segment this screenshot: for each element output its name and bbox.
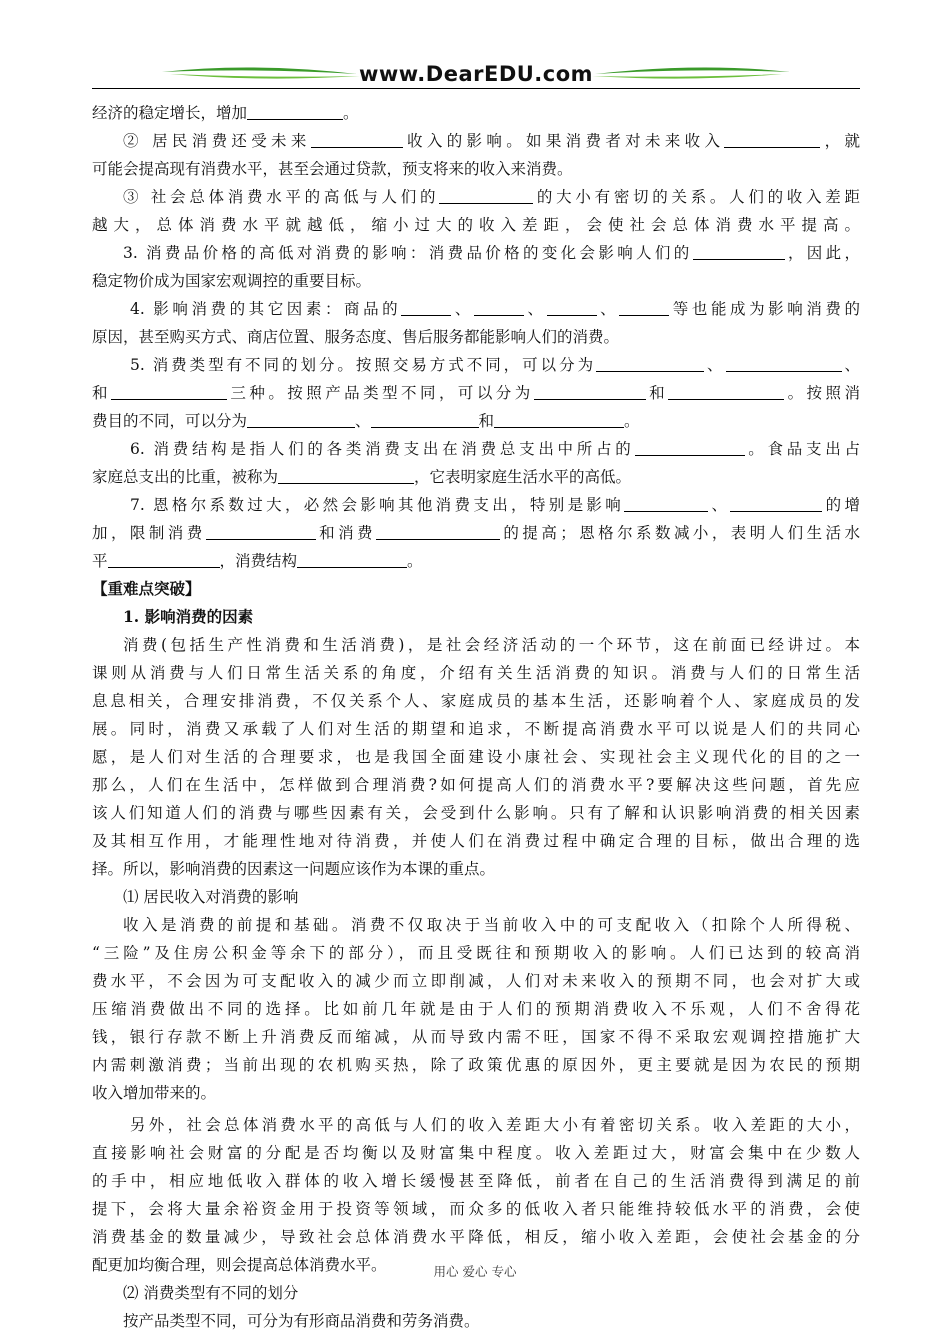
text-line: 那么，人们在生活中，怎样做到合理消费?如何提高人们的消费水平?要解决这些问题，首先应 [92, 776, 860, 794]
fill-blank[interactable] [111, 383, 227, 400]
text-line: 消费基金的数量减少，导致社会总体消费水平降低，相反，缩小收入差距，会使社会基金的分 [92, 1228, 860, 1246]
text-line: ③ 社会总体消费水平的高低与人们的 的大小有密切的关系。人们的收入差距 [123, 188, 860, 206]
fill-blank[interactable] [534, 383, 646, 400]
fill-blank[interactable] [247, 411, 355, 428]
fill-blank[interactable] [619, 299, 669, 316]
text-line: “三险”及住房公积金等余下的部分），而且受既往和预期收入的影响。人们已达到的较高消 [92, 944, 860, 962]
subheading-consumption-types: ⑵ 消费类型有不同的划分 [123, 1284, 299, 1302]
fill-blank[interactable] [376, 523, 500, 540]
text-line: 5. 消费类型有不同的划分。按照交易方式不同，可以分为 、 、 [130, 356, 860, 374]
text-line: 加，限制消费 和消费 的提高；恩格尔系数减小，表明人们生活水 [92, 524, 860, 542]
section-title: 【重难点突破】 [92, 579, 201, 598]
fill-blank[interactable] [311, 131, 403, 148]
text-line: 费水平，不会因为可支配收入的减少而立即削减，人们对未来收入的预期不同，也会对扩大或 [92, 972, 860, 990]
text-line: 和 三种。按照产品类型不同，可以分为 和 。按照消 [92, 384, 860, 402]
text-line: 经济的稳定增长，增加 。 [92, 104, 359, 122]
fill-blank[interactable] [724, 131, 820, 148]
fill-blank[interactable] [635, 439, 745, 456]
section-subtitle: 1. 影响消费的因素 [123, 607, 254, 626]
text-line: 压缩消费做出不同的选择。比如前几年就是由于人们的预期消费收入不乐观，人们不舍得花 [92, 1000, 860, 1018]
fill-blank[interactable] [693, 243, 785, 260]
fill-blank[interactable] [247, 103, 343, 120]
fill-blank[interactable] [547, 299, 597, 316]
text-line: 钱，银行存款不断上升消费反而缩减，从而导致内需不旺，国家不得不采取宏观调控措施扩大 [92, 1028, 860, 1046]
text-line: 家庭总支出的比重，被称为 ，它表明家庭生活水平的高低。 [92, 468, 632, 486]
fill-blank[interactable] [108, 551, 220, 568]
text-line: 课则从消费与人们日常生活关系的角度，介绍有关生活消费的知识。消费与人们的日常生活 [92, 664, 860, 682]
text-line: 及其相互作用，才能理性地对待消费，并使人们在消费过程中确定合理的目标，做出合理的选 [92, 832, 860, 850]
text-line: 稳定物价成为国家宏观调控的重要目标。 [92, 272, 372, 290]
text-line: 消费(包括生产性消费和生活消费)，是社会经济活动的一个环节，这在前面已经讲过。本 [123, 636, 860, 654]
page-footer: 用心 爱心 专心 [433, 1264, 517, 1279]
text-line: 提下，会将大量余裕资金用于投资等领域，而众多的低收入者只能维持较低水平的消费，会使 [92, 1200, 860, 1218]
text-line: 收入是消费的前提和基础。消费不仅取决于当前收入中的可支配收入（扣除个人所得税、 [123, 916, 860, 934]
paragraph-income-gap [92, 1111, 860, 1279]
text-line: 展。同时，消费又承载了人们对生活的期望和追求，不断提高消费水平可以说是人们的共同心 [92, 720, 860, 738]
paragraph-income [92, 911, 860, 1107]
fill-blank[interactable] [474, 299, 524, 316]
text-line: 原因，甚至购买方式、商店位置、服务态度、售后服务都能影响人们的消费。 [92, 328, 620, 346]
fill-blank[interactable] [206, 523, 316, 540]
site-header [92, 58, 860, 92]
fill-blank[interactable] [668, 383, 784, 400]
text-line: 7. 恩格尔系数过大，必然会影响其他消费支出，特别是影响 、 的增 [130, 496, 860, 514]
text-line: 息息相关，合理安排消费，不仅关系个人、家庭成员的基本生活，还影响着个人、家庭成员的发 [92, 692, 860, 710]
text-line: 择。所以，影响消费的因素这一问题应该作为本课的重点。 [92, 860, 496, 878]
site-logo-text[interactable]: www.DearEDU.com [358, 62, 594, 86]
fill-blank[interactable] [596, 355, 704, 372]
text-line: 3. 消费品价格的高低对消费的影响：消费品价格的变化会影响人们的 ，因此， [123, 244, 860, 262]
text-line: 收入增加带来的。 [92, 1084, 217, 1102]
text-line: 内需刺激消费；当前出现的农机购买热，除了政策优惠的原因外，更主要就是因为农民的预期 [92, 1056, 860, 1074]
fill-blank[interactable] [371, 411, 479, 428]
subheading-income: ⑴ 居民收入对消费的影响 [123, 888, 299, 906]
text-line: 该人们知道人们的消费与哪些因素有关，会受到什么影响。只有了解和认识影响消费的相关因素 [92, 804, 860, 822]
text-line: 直接影响社会财富的分配是否均衡以及财富集中程度。收入差距过大，财富会集中在少数人 [92, 1144, 860, 1162]
text-line: 可能会提高现有消费水平，甚至会通过贷款，预支将来的收入来消费。 [92, 160, 573, 178]
text-line: 6. 消费结构是指人们的各类消费支出在消费总支出中所占的 。食品支出占 [130, 440, 860, 458]
text-line: 越大，总体消费水平就越低，缩小过大的收入差距，会使社会总体消费水平提高。 [92, 216, 860, 234]
text-line: 配更加均衡合理，则会提高总体消费水平。 [92, 1256, 387, 1274]
document-body [92, 99, 860, 1335]
fill-blank[interactable] [624, 495, 708, 512]
fill-blank[interactable] [439, 187, 533, 204]
text-line: 另外，社会总体消费水平的高低与人们的收入差距大小有着密切关系。收入差距的大小， [130, 1116, 860, 1134]
text-line: 愿，是人们对生活的合理要求，也是我国全面建设小康社会、实现社会主义现代化的目的之一 [92, 748, 860, 766]
fill-blank[interactable] [726, 355, 842, 372]
text-line: 4. 影响消费的其它因素：商品的 、 、 、 等也能成为影响消费的 [130, 300, 860, 318]
fill-blank[interactable] [297, 551, 407, 568]
fill-blank[interactable] [278, 467, 414, 484]
text-line: 费目的不同，可以分为 、 和 。 [92, 412, 640, 430]
header-rule [92, 88, 860, 89]
text-line: 的手中，相应地低收入群体的收入增长缓慢甚至降低，前者在自己的生活消费得到满足的前 [92, 1172, 860, 1190]
text-line: 按产品类型不同，可分为有形商品消费和劳务消费。 [123, 1312, 480, 1330]
fill-blank[interactable] [401, 299, 451, 316]
fill-blank[interactable] [494, 411, 624, 428]
text-line: 平 ，消费结构 。 [92, 552, 423, 570]
fill-blank[interactable] [730, 495, 822, 512]
text-line: ② 居民消费还受未来 收入的影响。如果消费者对未来收入 ，就 [123, 132, 860, 150]
paragraph-consumption-intro [92, 631, 860, 883]
